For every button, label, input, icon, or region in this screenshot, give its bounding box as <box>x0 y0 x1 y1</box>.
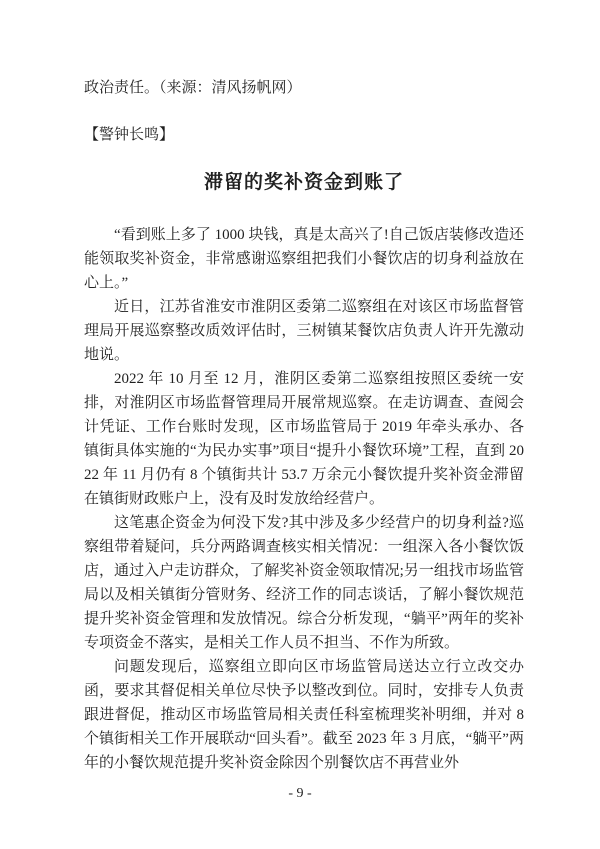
article-paragraph-5: 问题发现后，巡察组立即向区市场监管局送达立行立改交办函，要求其督促相关单位尽快予以整改到位。同时，安排专人负责跟进督促，推动区市场监管局相关责任科室梳理奖补明细，并对 8 个镇街相关工作开展联动“回头看”。截至 2023 年 3 月底，“躺平”两年的小餐饮规范提升奖补资金除因个别餐饮店不再营业外 <box>84 659 524 771</box>
article-paragraph-4: 这笔惠企资金为何没下发?其中涉及多少经营户的切身利益?巡察组带着疑问，兵分两路调查核实相关情况：一组深入各小餐饮饭店，通过入户走访群众，了解奖补资金领取情况;另一组找市场监管局以及相关镇街分管财务、经济工作的同志谈话，了解小餐饮规范提升奖补资金管理和发放情况。综合分析发现，“躺平”两年的奖补专项资金不落实，是相关工作人员不担当、不作为所致。 <box>84 515 524 651</box>
section-header: 【警钟长鸣】 <box>84 126 175 143</box>
article-paragraph-2: 近日，江苏省淮安市淮阴区委第二巡察组在对该区市场监督管理局开展巡察整改质效评估时，三树镇某餐饮店负责人许开先激动地说。 <box>84 299 524 363</box>
article-paragraph-1: “看到账上多了 1000 块钱，真是太高兴了!自己饭店装修改造还能领取奖补资金，非常感谢巡察组把我们小餐饮店的切身利益放在心上。” <box>84 227 524 291</box>
page-content <box>84 77 524 775</box>
carryover-text: 政治责任。（来源：清风扬帆网） <box>84 80 302 96</box>
page-number: - 9 - <box>288 786 312 801</box>
article-paragraph-3: 2022 年 10 月至 12 月，淮阴区委第二巡察组按照区委统一安排，对淮阴区市场监督管理局开展常规巡察。在走访调查、查阅会计凭证、工作台账时发现，区市场监管局于 2019 年牵头承办、各镇街具体实施的“为民办实事”项目“提升小餐饮环境”工程，直到 2022 年 11 月仍有 8 个镇街共计 53.7 万余元小餐饮提升奖补资金滞留在镇街财政账户上，没有及时发放给经营户。 <box>84 371 524 507</box>
article-title: 滞留的奖补资金到账了 <box>203 172 404 193</box>
article-body <box>84 223 524 775</box>
